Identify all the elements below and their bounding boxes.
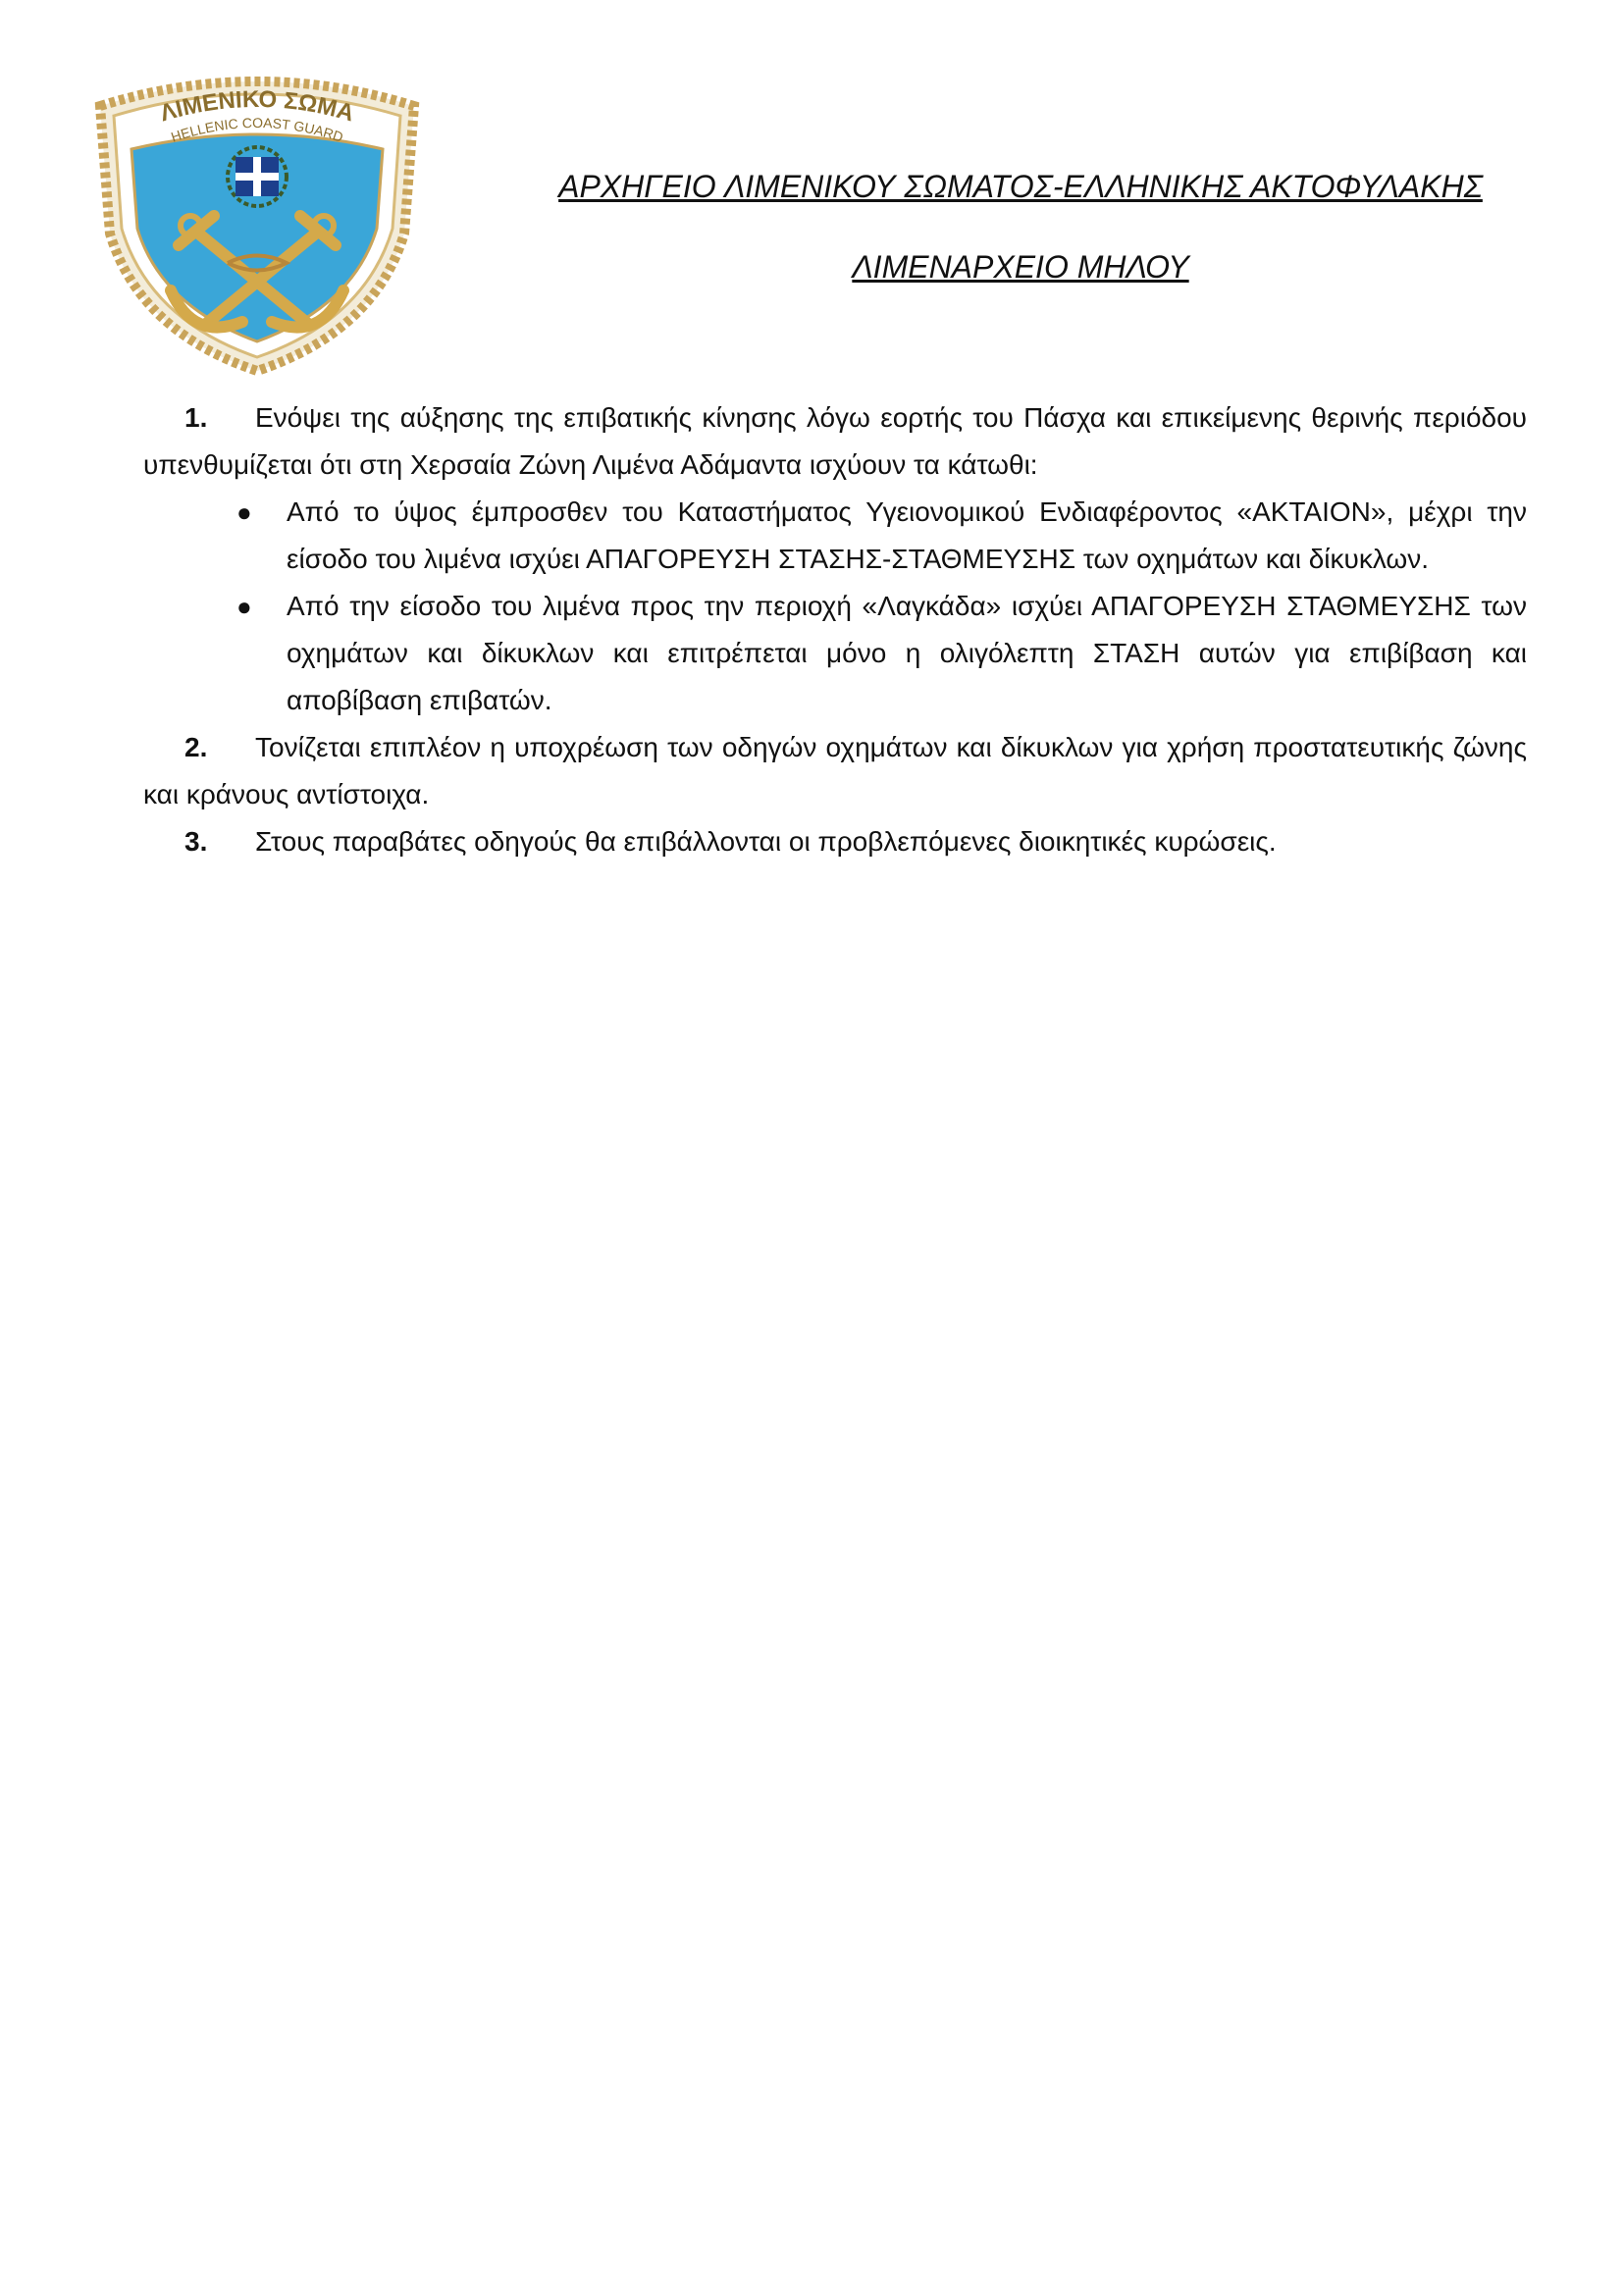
paragraph-1 <box>143 394 1527 489</box>
paragraph-2 <box>143 724 1527 818</box>
bullet-icon: ● <box>236 497 252 527</box>
document-subtitle: ΛΙΜΕΝΑΡΧΕΙΟ ΜΗΛΟΥ <box>852 249 1189 285</box>
document-title: ΑΡΧΗΓΕΙΟ ΛΙΜΕΝΙΚΟΥ ΣΩΜΑΤΟΣ-ΕΛΛΗΝΙΚΗΣ ΑΚΤΟΦΥΛΑΚΗΣ <box>558 169 1483 204</box>
bullet-2-text: Από την είσοδο του λιμένα προς την περιοχή «Λαγκάδα» ισχύει ΑΠΑΓΟΡΕΥΣΗ ΣΤΑΘΜΕΥΣΗΣ των οχημάτων και δίκυκλων και επιτρέπεται μόνο η ολιγόλεπτη ΣΤΑΣΗ αυτών για επιβίβαση και αποβίβαση επιβατών. <box>287 591 1527 715</box>
bullet-icon: ● <box>236 592 252 621</box>
paragraph-2-number: 2. <box>184 732 208 762</box>
notice-body <box>143 394 1527 865</box>
emblem-arc-subtitle: HELLENIC COAST GUARD <box>169 114 345 145</box>
paragraph-3-number: 3. <box>184 826 208 857</box>
emblem-arc-title: ΛΙΜΕΝΙΚΟ ΣΩΜΑ <box>157 85 357 128</box>
paragraph-2-text: Τονίζεται επιπλέον η υποχρέωση των οδηγών οχημάτων και δίκυκλων για χρήση προστατευτικής ζώνης και κράνους αντίστοιχα. <box>143 732 1527 809</box>
list-item <box>143 489 1527 583</box>
list-item <box>143 583 1527 724</box>
paragraph-3 <box>143 818 1527 865</box>
paragraph-3-text: Στους παραβάτες οδηγούς θα επιβάλλονται οι προβλεπόμενες διοικητικές κυρώσεις. <box>255 826 1277 857</box>
bullet-list <box>143 489 1527 724</box>
bullet-1-text: Από το ύψος έμπροσθεν του Καταστήματος Υγειονομικού Ενδιαφέροντος «AKTAION», μέχρι την είσοδο του λιμένα ισχύει ΑΠΑΓΟΡΕΥΣΗ ΣΤΑΣΗΣ-ΣΤΑΘΜΕΥΣΗΣ των οχημάτων και δίκυκλων. <box>287 496 1527 574</box>
paragraph-1-number: 1. <box>184 402 208 433</box>
hellenic-coast-guard-emblem-icon <box>80 67 434 381</box>
paragraph-1-text: Ενόψει της αύξησης της επιβατικής κίνησης λόγω εορτής του Πάσχα και επικείμενης θερινής περιόδου υπενθυμίζεται ότι στη Χερσαία Ζώνη Λιμένα Αδάμαντα ισχύουν τα κάτωθι: <box>143 402 1527 480</box>
